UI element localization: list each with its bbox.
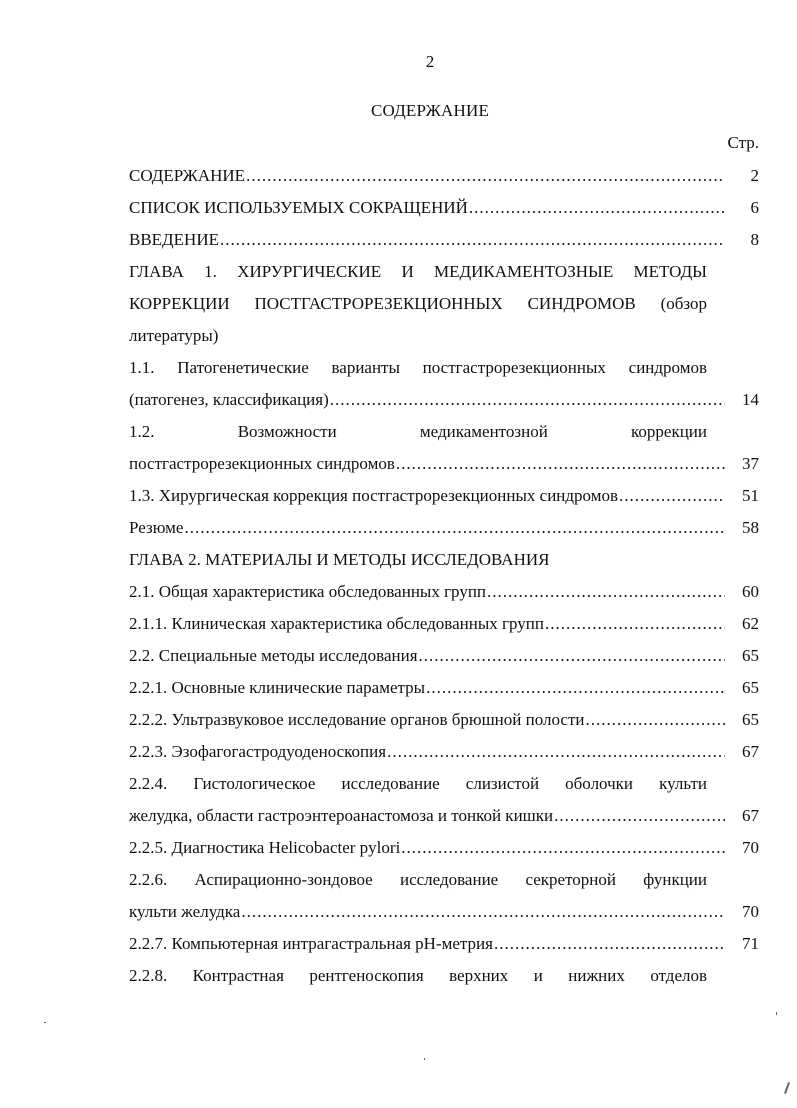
toc-row — [129, 192, 759, 224]
toc-row — [129, 736, 759, 768]
toc-row — [129, 224, 759, 256]
toc-row — [129, 896, 759, 928]
toc-row — [129, 160, 759, 192]
toc-leader-dots — [619, 480, 725, 512]
toc-page-number: 65 — [742, 646, 759, 665]
toc-row — [129, 960, 759, 992]
toc-entry-text: 2.1.1. Клиническая характеристика обследованных групп — [129, 614, 544, 633]
toc-leader-dots — [387, 736, 725, 768]
toc-entry-text: 2.2.3. Эзофагогастродуоденоскопия — [129, 742, 387, 761]
toc-leader-dots — [426, 672, 725, 704]
toc-entry-text: СОДЕРЖАНИЕ — [129, 166, 246, 185]
toc-leader-dots — [469, 192, 725, 224]
scan-speck — [44, 1022, 46, 1023]
toc-page-number: 6 — [750, 198, 759, 217]
toc-entry-text: КОРРЕКЦИИ ПОСТГАСТРОРЕЗЕКЦИОННЫХ СИНДРОМОВ (обзор — [129, 294, 707, 313]
toc-row — [129, 768, 759, 800]
toc-row — [129, 640, 759, 672]
toc-row — [129, 672, 759, 704]
toc-entry-text: 2.2. Специальные методы исследования — [129, 646, 418, 665]
toc-row — [129, 480, 759, 512]
toc-entry-text: ВВЕДЕНИЕ — [129, 230, 219, 249]
toc-row — [129, 512, 759, 544]
toc-page-number: 70 — [742, 838, 759, 857]
toc-row — [129, 704, 759, 736]
toc-entry-text: 1.2. Возможности медикаментозной коррекции — [129, 422, 707, 441]
toc-entry-text: (патогенез, классификация) — [129, 390, 329, 409]
toc-entry-text: СПИСОК ИСПОЛЬЗУЕМЫХ СОКРАЩЕНИЙ — [129, 198, 468, 217]
toc-page-number: 60 — [742, 582, 759, 601]
toc-row — [129, 288, 759, 320]
toc-leader-dots — [487, 576, 725, 608]
toc-entry-text: 2.1. Общая характеристика обследованных групп — [129, 582, 487, 601]
toc-row — [129, 352, 759, 384]
toc-entry-text: постгастрорезекционных синдромов — [129, 454, 395, 473]
toc-entry-text: культи желудка — [129, 902, 241, 921]
scan-speck — [424, 1058, 425, 1060]
toc-row — [129, 608, 759, 640]
toc-leader-dots — [241, 896, 725, 928]
toc-page-number: 67 — [742, 742, 759, 761]
page-number: 2 — [425, 52, 435, 71]
toc-leader-dots — [585, 704, 725, 736]
toc-entry-text: 1.3. Хирургическая коррекция постгастрорезекционных синдромов — [129, 486, 618, 505]
toc-entry-text: 2.2.2. Ультразвуковое исследование органов брюшной полости — [129, 710, 585, 729]
toc-leader-dots — [246, 160, 725, 192]
toc-page-number: 14 — [742, 390, 759, 409]
toc-leader-dots — [184, 512, 725, 544]
toc-row — [129, 384, 759, 416]
toc-entry-text: 2.2.8. Контрастная рентгеноскопия верхних и нижних отделов — [129, 966, 707, 985]
toc-page-number: 37 — [742, 454, 759, 473]
table-of-contents — [129, 160, 759, 992]
toc-page-number: 8 — [750, 230, 759, 249]
toc-entry-text: 1.1. Патогенетические варианты постгастрорезекционных синдромов — [129, 358, 707, 377]
toc-row — [129, 320, 759, 352]
page-column-label: Стр. — [727, 133, 759, 152]
toc-page-number: 2 — [750, 166, 759, 185]
toc-page-number: 51 — [742, 486, 759, 505]
toc-entry-text: 2.2.1. Основные клинические параметры — [129, 678, 426, 697]
toc-entry-text: ГЛАВА 1. ХИРУРГИЧЕСКИЕ И МЕДИКАМЕНТОЗНЫЕ МЕТОДЫ — [129, 262, 707, 281]
toc-row — [129, 832, 759, 864]
toc-page-number: 62 — [742, 614, 759, 633]
toc-leader-dots — [419, 640, 725, 672]
toc-page-number: 70 — [742, 902, 759, 921]
toc-entry-text: 2.2.4. Гистологическое исследование слизистой оболочки культи — [129, 774, 707, 793]
toc-row — [129, 928, 759, 960]
toc-page-number: 58 — [742, 518, 759, 537]
toc-row — [129, 448, 759, 480]
toc-entry-text: ГЛАВА 2. МАТЕРИАЛЫ И МЕТОДЫ ИССЛЕДОВАНИЯ — [129, 550, 550, 569]
toc-page-number: 65 — [742, 678, 759, 697]
toc-leader-dots — [494, 928, 725, 960]
toc-entry-text: литературы) — [129, 326, 219, 345]
toc-leader-dots — [554, 800, 725, 832]
toc-leader-dots — [545, 608, 725, 640]
toc-leader-dots — [396, 448, 725, 480]
toc-row — [129, 416, 759, 448]
toc-row — [129, 544, 759, 576]
toc-page-number: 67 — [742, 806, 759, 825]
toc-page-number: 65 — [742, 710, 759, 729]
toc-leader-dots — [401, 832, 725, 864]
scan-speck — [784, 1082, 790, 1094]
toc-row — [129, 256, 759, 288]
toc-entry-text: 2.2.6. Аспирационно-зондовое исследование секреторной функции — [129, 870, 707, 889]
toc-row — [129, 576, 759, 608]
toc-row — [129, 864, 759, 896]
toc-entry-text: желудка, области гастроэнтероанастомоза и тонкой кишки — [129, 806, 554, 825]
page-title: СОДЕРЖАНИЕ — [370, 101, 490, 120]
scan-speck — [776, 1012, 777, 1015]
toc-entry-text: Резюме — [129, 518, 184, 537]
toc-leader-dots — [220, 224, 725, 256]
toc-leader-dots — [330, 384, 725, 416]
toc-entry-text: 2.2.7. Компьютерная интрагастральная pH-метрия — [129, 934, 493, 953]
toc-entry-text: 2.2.5. Диагностика Helicobacter pylori — [129, 838, 401, 857]
toc-row — [129, 800, 759, 832]
toc-page-number: 71 — [742, 934, 759, 953]
